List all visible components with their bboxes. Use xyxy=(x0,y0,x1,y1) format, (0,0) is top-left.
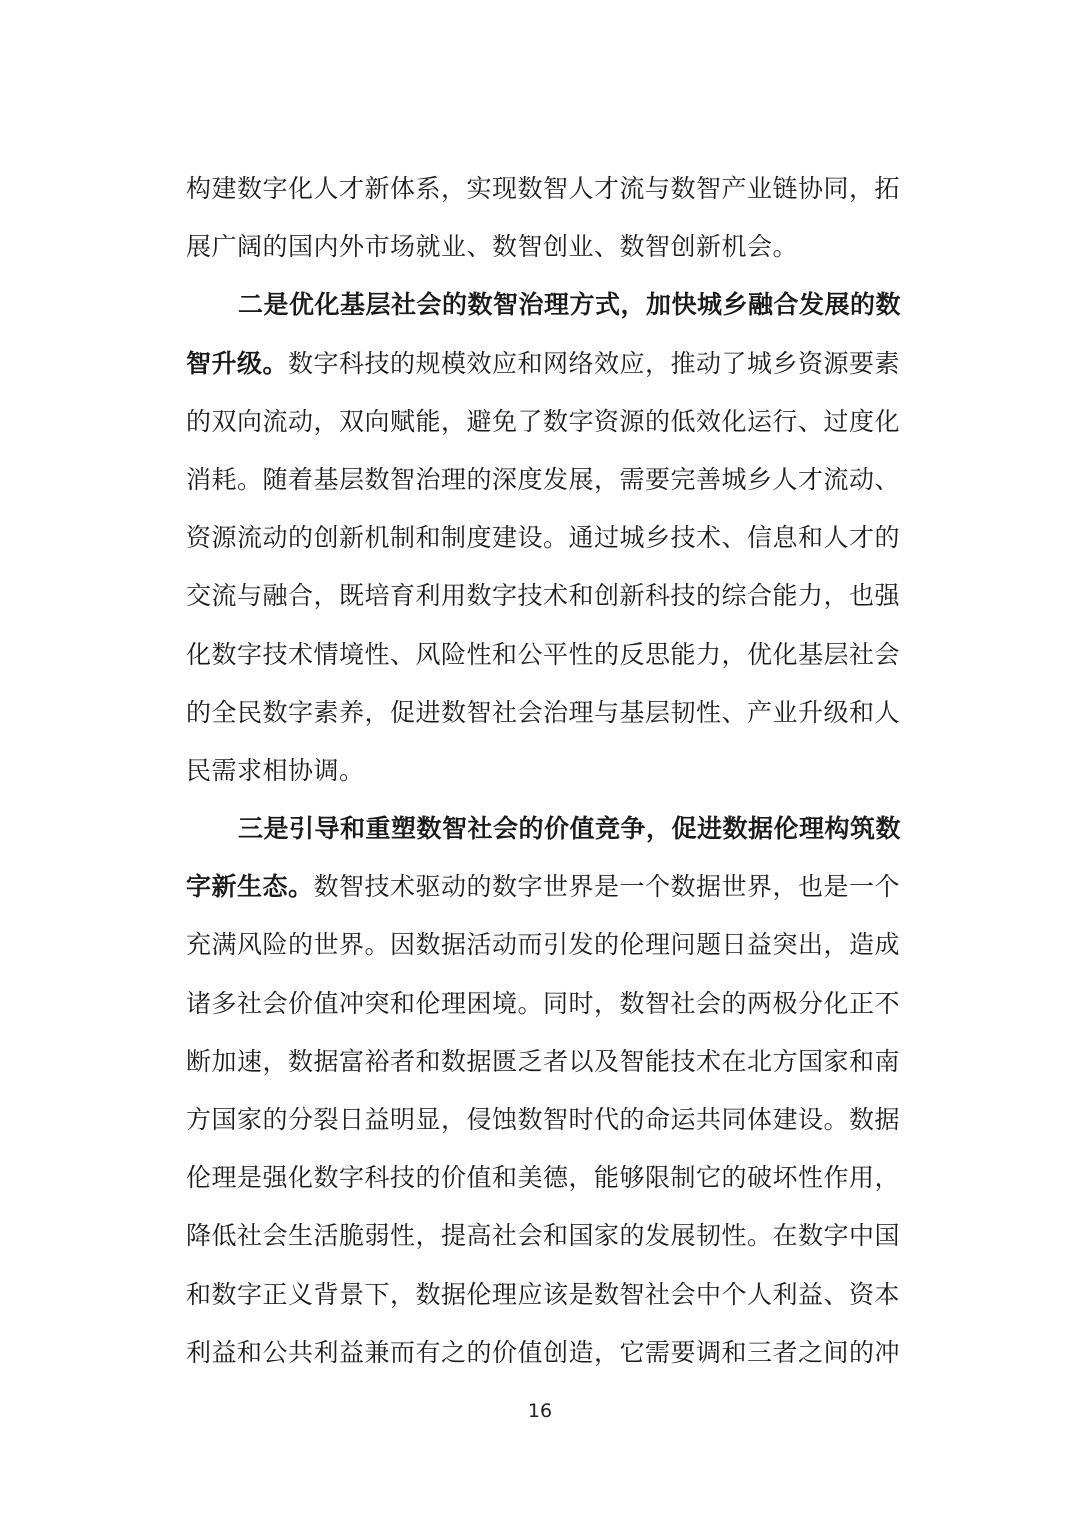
paragraph-heading: 智升级。 xyxy=(186,348,289,378)
text-line xyxy=(186,626,901,684)
line-text: 展广阔的国内外市场就业、数智创业、数智创新机会。 xyxy=(186,232,799,262)
line-text: 的双向流动，双向赋能，避免了数字资源的低效化运行、过度化 xyxy=(186,406,901,436)
text-line xyxy=(186,335,901,393)
line-text: 化数字技术情境性、风险性和公平性的反思能力，优化基层社会 xyxy=(186,639,901,669)
line-text: 消耗。随着基层数智治理的深度发展，需要完善城乡人才流动、 xyxy=(186,464,901,494)
paragraph-heading: 二是优化基层社会的数智治理方式，加快城乡融合发展的数 xyxy=(238,290,902,320)
text-line xyxy=(186,1324,901,1382)
text-line xyxy=(186,160,901,218)
text-line xyxy=(186,684,901,742)
text-line xyxy=(186,1207,901,1265)
line-text: 数字科技的规模效应和网络效应，推动了城乡资源要素 xyxy=(288,348,901,378)
line-text: 民需求相协调。 xyxy=(186,755,365,785)
line-text: 方国家的分裂日益明显，侵蚀数智时代的命运共同体建设。数据 xyxy=(186,1105,901,1134)
line-text: 和数字正义背景下，数据伦理应该是数智社会中个人利益、资本 xyxy=(186,1279,901,1309)
text-line xyxy=(186,800,902,858)
text-line xyxy=(186,567,901,625)
text-line xyxy=(186,451,901,509)
line-text: 断加速，数据富裕者和数据匮乏者以及智能技术在北方国家和南 xyxy=(186,1046,901,1076)
text-line xyxy=(186,1149,901,1207)
text-line xyxy=(186,742,896,800)
line-text: 利益和公共利益兼而有之的价值创造，它需要调和三者之间的冲 xyxy=(186,1337,901,1367)
line-text: 资源流动的创新机制和制度建设。通过城乡技术、信息和人才的 xyxy=(186,523,901,553)
paragraph-heading: 三是引导和重塑数智社会的价值竞争，促进数据伦理构筑数 xyxy=(238,814,902,844)
body-text xyxy=(186,160,902,1382)
line-text: 数智技术驱动的数字世界是一个数据世界，也是一个 xyxy=(313,872,901,902)
page-number: 16 xyxy=(527,1400,553,1422)
line-text: 降低社会生活脆弱性，提高社会和国家的发展韧性。在数字中国 xyxy=(186,1221,901,1251)
line-text: 交流与融合，既培育利用数字技术和创新科技的综合能力，也强 xyxy=(186,581,901,611)
line-text: 的全民数字素养，促进数智社会治理与基层韧性、产业升级和人 xyxy=(186,697,901,727)
line-text: 诸多社会价值冲突和伦理困境。同时，数智社会的两极分化正不 xyxy=(186,988,901,1018)
text-line xyxy=(186,975,901,1033)
text-line xyxy=(186,393,901,451)
text-line xyxy=(186,858,901,916)
text-line xyxy=(186,218,896,276)
text-line xyxy=(186,509,901,567)
text-line xyxy=(186,1266,901,1324)
line-text: 伦理是强化数字科技的价值和美德，能够限制它的破坏性作用， xyxy=(186,1163,901,1193)
paragraph-heading: 字新生态。 xyxy=(186,872,314,902)
text-line xyxy=(186,916,901,974)
text-line xyxy=(186,276,902,334)
text-line xyxy=(186,1033,901,1091)
line-text: 构建数字化人才新体系，实现数智人才流与数智产业链协同，拓 xyxy=(186,174,901,203)
text-line xyxy=(186,1091,901,1149)
line-text: 充满风险的世界。因数据活动而引发的伦理问题日益突出，造成 xyxy=(186,930,901,960)
